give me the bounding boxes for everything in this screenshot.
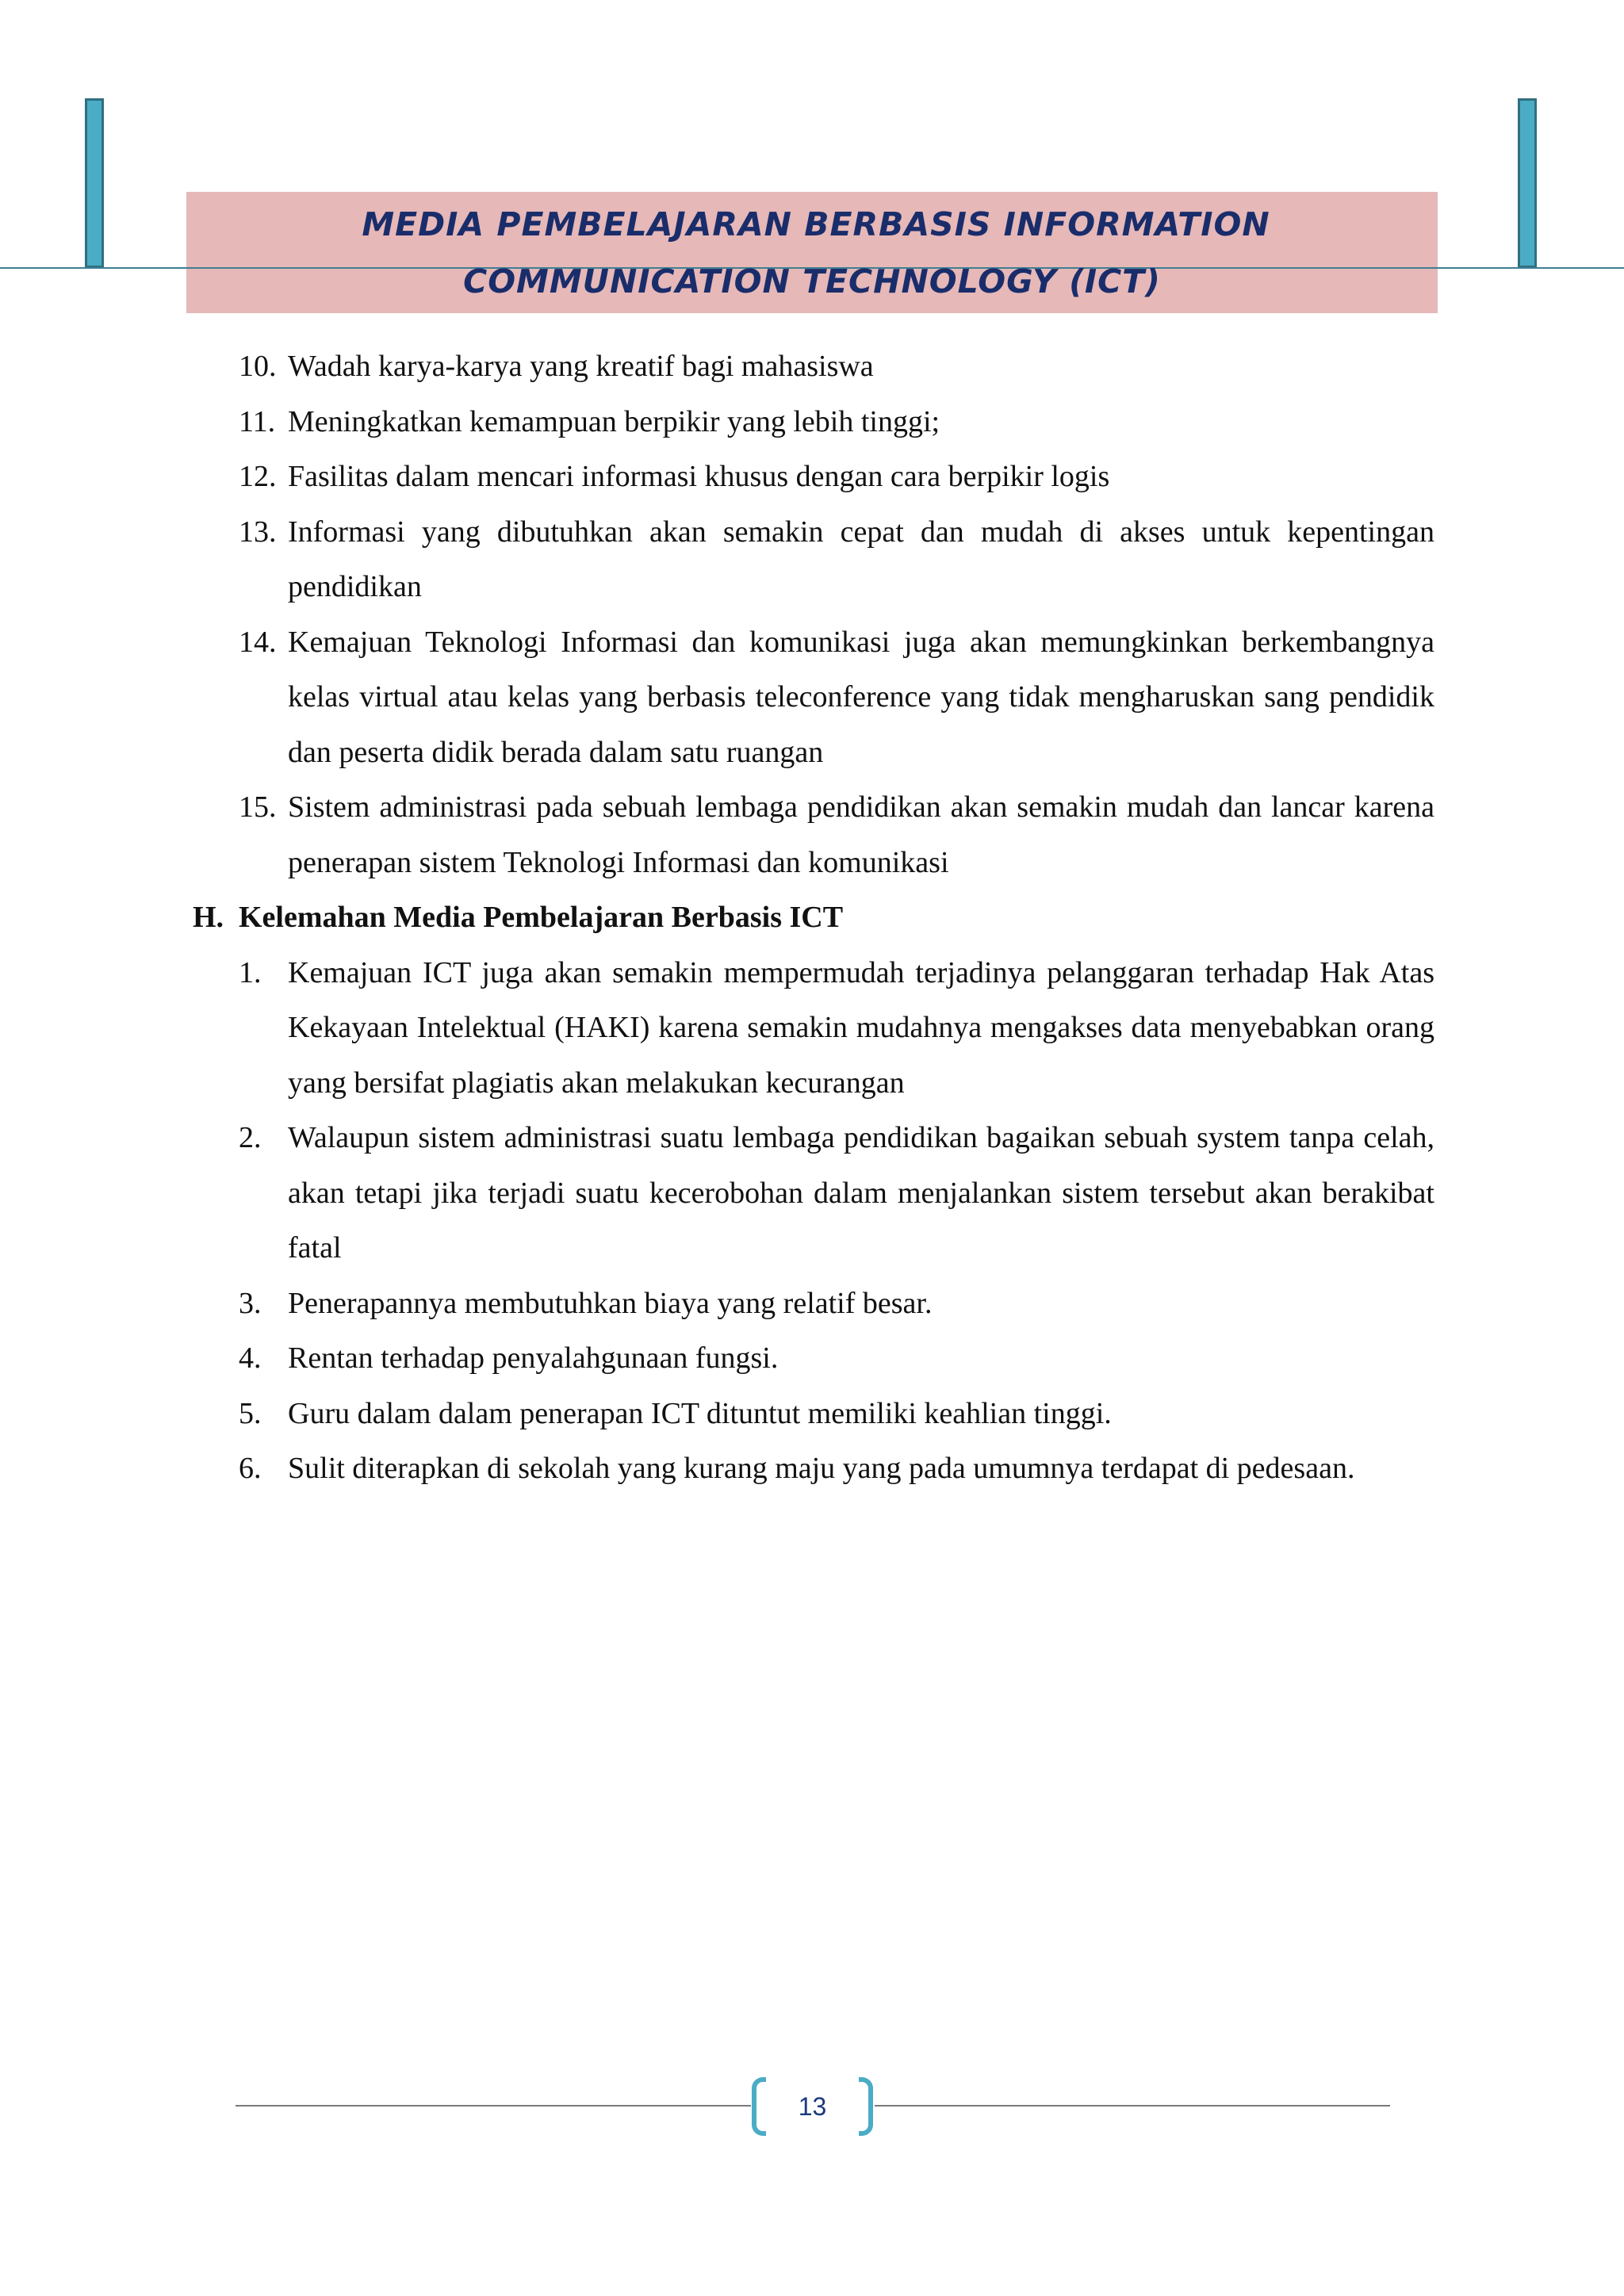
list-text: Rentan terhadap penyalahgunaan fungsi. xyxy=(288,1341,779,1375)
header-title-line2: COMMUNICATION TECHNOLOGY (ICT) xyxy=(463,262,1161,300)
list-text: Guru dalam dalam penerapan ICT dituntut memiliki keahlian tinggi. xyxy=(288,1396,1112,1430)
list-text: Fasilitas dalam mencari informasi khusus dengan cara berpikir logis xyxy=(288,460,1110,493)
footer-rule-left xyxy=(236,2105,751,2107)
list-text: Informasi yang dibutuhkan akan semakin cepat dan mudah di akses untuk kepentingan pendidikan xyxy=(288,515,1434,603)
list-item xyxy=(193,1387,1434,1442)
list-number: 11. xyxy=(239,404,276,438)
list-number: 13. xyxy=(239,515,277,549)
list-text: Meningkatkan kemampuan berpikir yang lebih tinggi; xyxy=(288,404,940,438)
list-item xyxy=(193,395,1434,450)
list-item xyxy=(193,946,1434,1112)
list-number: 3. xyxy=(239,1286,262,1320)
list-item xyxy=(193,615,1434,781)
header-right-bar xyxy=(1518,98,1537,268)
page-body xyxy=(193,339,1434,1497)
list-number: 15. xyxy=(239,790,277,824)
list-item xyxy=(193,450,1434,505)
list-text: Kemajuan Teknologi Informasi dan komunikasi juga akan memungkinkan berkembangnya kelas virtual atau kelas yang berbasis teleconference yang tidak mengharuskan sang pendidik dan peserta didik berada dalam satu ruangan xyxy=(288,625,1434,769)
page-number-bracket-right xyxy=(859,2077,873,2136)
page-number: 13 xyxy=(798,2091,827,2121)
section-letter: H. xyxy=(193,901,224,934)
list-item xyxy=(193,1276,1434,1332)
list-number: 2. xyxy=(239,1121,262,1154)
list-text: Sistem administrasi pada sebuah lembaga pendidikan akan semakin mudah dan lancar karena penerapan sistem Teknologi Informasi dan komunikasi xyxy=(288,790,1434,879)
list-item xyxy=(193,780,1434,890)
running-header xyxy=(186,192,1438,313)
list-text: Wadah karya-karya yang kreatif bagi mahasiswa xyxy=(288,350,874,383)
footer-rule-right xyxy=(875,2105,1390,2107)
section-title: Kelemahan Media Pembelajaran Berbasis ICT xyxy=(239,901,844,934)
list-text: Penerapannya membutuhkan biaya yang relatif besar. xyxy=(288,1286,933,1320)
page-number-bracket-left xyxy=(752,2077,766,2136)
list-item xyxy=(193,1331,1434,1387)
section-heading xyxy=(193,890,1434,946)
list-number: 14. xyxy=(239,625,277,659)
list-text: Kemajuan ICT juga akan semakin mempermudah terjadinya pelanggaran terhadap Hak Atas Kekayaan Intelektual (HAKI) karena semakin mudahnya mengakses data menyebabkan orang yang bersifat plagiatis akan melakukan kecurangan xyxy=(288,955,1434,1100)
list-item xyxy=(193,1111,1434,1276)
list-number: 6. xyxy=(239,1452,262,1485)
list-text: Walaupun sistem administrasi suatu lembaga pendidikan bagaikan sebuah system tanpa celah, akan tetapi jika terjadi suatu kecerobohan dalam menjalankan sistem tersebut akan berakibat fatal xyxy=(288,1121,1434,1265)
header-title-line1: MEDIA PEMBELAJARAN BERBASIS INFORMATION xyxy=(362,205,1270,243)
list-item xyxy=(193,1441,1434,1497)
list-item xyxy=(193,339,1434,395)
list-number: 5. xyxy=(239,1396,262,1430)
list-number: 4. xyxy=(239,1341,262,1375)
list-number: 10. xyxy=(239,350,277,383)
header-left-bar xyxy=(85,98,104,268)
list-number: 1. xyxy=(239,955,262,989)
list-number: 12. xyxy=(239,460,277,493)
list-item xyxy=(193,505,1434,615)
list-text: Sulit diterapkan di sekolah yang kurang maju yang pada umumnya terdapat di pedesaan. xyxy=(288,1452,1355,1485)
